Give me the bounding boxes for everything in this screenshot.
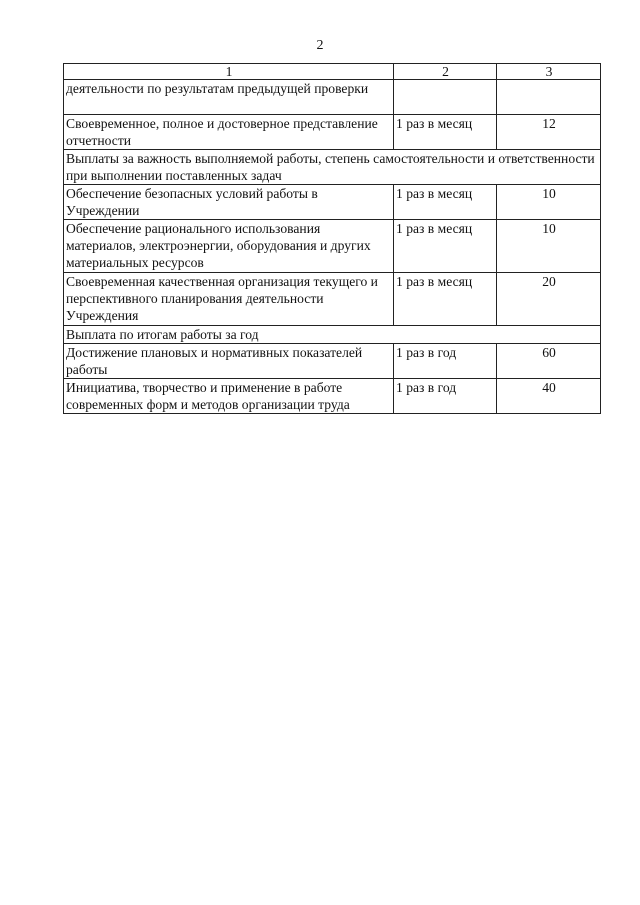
section-title: Выплата по итогам работы за год [64,326,601,344]
table-row [64,80,601,115]
table-row [64,344,601,379]
table-row [64,379,601,414]
criterion-cell: Обеспечение рационального использования материалов, электроэнергии, оборудования и других материальных ресурсов [64,220,394,273]
section-title: Выплаты за важность выполняемой работы, степень самостоятельности и ответственности при выполнении поставленных задач [64,150,601,185]
frequency-cell: 1 раз в месяц [394,273,497,326]
section-row [64,326,601,344]
table-header-row [64,64,601,80]
frequency-cell: 1 раз в год [394,344,497,379]
frequency-cell: 1 раз в год [394,379,497,414]
value-cell: 10 [497,185,601,220]
criteria-table [63,63,601,414]
criterion-cell: Инициатива, творчество и применение в работе современных форм и методов организации труда [64,379,394,414]
criterion-cell: Достижение плановых и нормативных показателей работы [64,344,394,379]
frequency-cell: 1 раз в месяц [394,185,497,220]
frequency-cell: 1 раз в месяц [394,115,497,150]
column-header: 2 [394,64,497,80]
value-cell: 60 [497,344,601,379]
value-cell: 40 [497,379,601,414]
frequency-cell [394,80,497,115]
section-row [64,150,601,185]
criterion-cell: Своевременное, полное и достоверное представление отчетности [64,115,394,150]
value-cell [497,80,601,115]
table-row [64,273,601,326]
criterion-cell: Своевременная качественная организация текущего и перспективного планирования деятельности Учреждения [64,273,394,326]
table-row [64,220,601,273]
value-cell: 10 [497,220,601,273]
value-cell: 20 [497,273,601,326]
value-cell: 12 [497,115,601,150]
column-header: 3 [497,64,601,80]
page-number: 2 [316,38,324,53]
table-row [64,115,601,150]
column-header: 1 [64,64,394,80]
criterion-cell: Обеспечение безопасных условий работы в Учреждении [64,185,394,220]
frequency-cell: 1 раз в месяц [394,220,497,273]
criterion-cell: деятельности по результатам предыдущей проверки [64,80,394,115]
table-row [64,185,601,220]
